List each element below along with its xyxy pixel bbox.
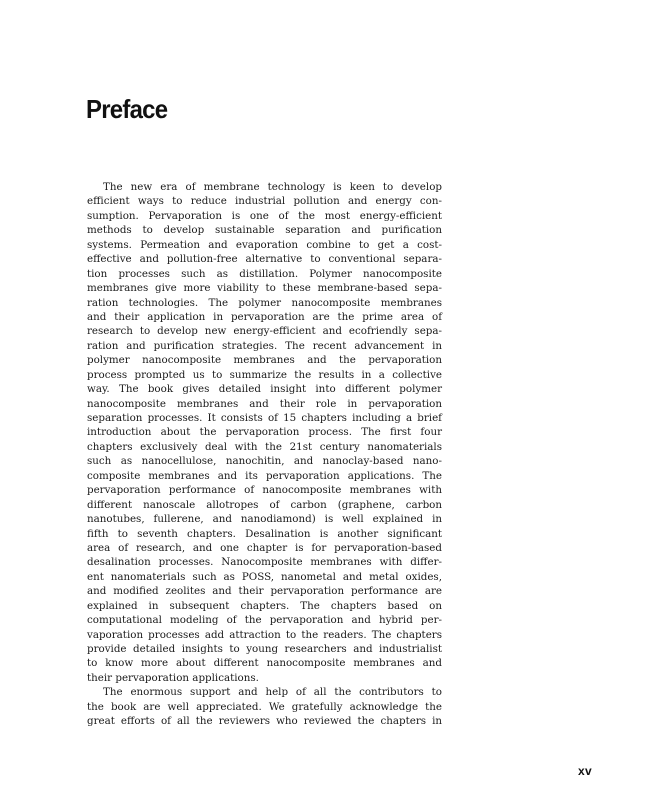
text-line: computational modeling of the pervaporation and hybrid per- xyxy=(87,614,442,627)
paragraph-2 xyxy=(87,685,442,728)
text-line: chapters exclusively deal with the 21st century nanomaterials xyxy=(87,440,442,453)
text-line: membranes give more viability to these membrane-based sepa- xyxy=(87,282,442,295)
text-line: explained in subsequent chapters. The chapters based on xyxy=(87,599,442,612)
text-line: sumption. Pervaporation is one of the most energy-efficient xyxy=(87,209,442,222)
page-number: xv xyxy=(578,764,592,778)
text-line: great efforts of all the reviewers who reviewed the chapters in xyxy=(87,715,442,728)
text-line: ent nanomaterials such as POSS, nanometal and metal oxides, xyxy=(87,570,442,583)
text-line: polymer nanocomposite membranes and the pervaporation xyxy=(87,354,442,367)
text-line: vaporation processes add attraction to the readers. The chapters xyxy=(87,628,442,641)
preface-body xyxy=(87,180,442,729)
text-line: process prompted us to summarize the results in a collective xyxy=(87,368,442,381)
text-line: ration and purification strategies. The recent advancement in xyxy=(87,339,442,352)
text-line: desalination processes. Nanocomposite membranes with differ- xyxy=(87,556,442,569)
text-line: and modified zeolites and their pervaporation performance are xyxy=(87,585,442,598)
text-line: area of research, and one chapter is for pervaporation-based xyxy=(87,541,442,554)
text-line: systems. Permeation and evaporation combine to get a cost- xyxy=(87,238,442,251)
text-line: The new era of membrane technology is keen to develop xyxy=(103,181,442,193)
text-line: such as nanocellulose, nanochitin, and nanoclay-based nano- xyxy=(87,455,442,468)
text-line: to know more about different nanocomposite membranes and xyxy=(87,657,442,670)
text-line: The enormous support and help of all the contributors to xyxy=(103,686,442,699)
text-line: and their application in pervaporation are the prime area of xyxy=(87,310,442,323)
text-line: research to develop new energy-efficient and ecofriendly sepa- xyxy=(87,325,442,338)
text-line: tion processes such as distillation. Polymer nanocomposite xyxy=(87,267,442,280)
text-line: nanocomposite membranes and their role in pervaporation xyxy=(87,397,442,410)
text-line: fifth to seventh chapters. Desalination is another significant xyxy=(87,527,442,540)
text-line: way. The book gives detailed insight into different polymer xyxy=(87,383,442,396)
paragraph-1 xyxy=(87,180,442,685)
text-line: pervaporation performance of nanocomposite membranes with xyxy=(87,484,442,497)
text-line: the book are well appreciated. We gratefully acknowledge the xyxy=(87,700,442,713)
text-line: provide detailed insights to young researchers and industrialist xyxy=(87,643,442,655)
text-line: different nanoscale allotropes of carbon (graphene, carbon xyxy=(87,498,442,511)
text-line: nanotubes, fullerene, and nanodiamond) is well explained in xyxy=(87,513,442,526)
text-line: effective and pollution-free alternative to conventional separa- xyxy=(87,253,442,266)
text-line: efficient ways to reduce industrial pollution and energy con- xyxy=(87,195,442,208)
text-line: composite membranes and its pervaporation applications. The xyxy=(87,469,442,482)
page-title: Preface xyxy=(86,94,168,124)
text-line: separation processes. It consists of 15 chapters including a brief xyxy=(87,412,442,424)
text-line: their pervaporation applications. xyxy=(87,671,259,684)
text-line: methods to develop sustainable separation and purification xyxy=(87,224,442,237)
text-line: introduction about the pervaporation process. The first four xyxy=(87,426,442,439)
text-line: ration technologies. The polymer nanocomposite membranes xyxy=(87,296,442,309)
